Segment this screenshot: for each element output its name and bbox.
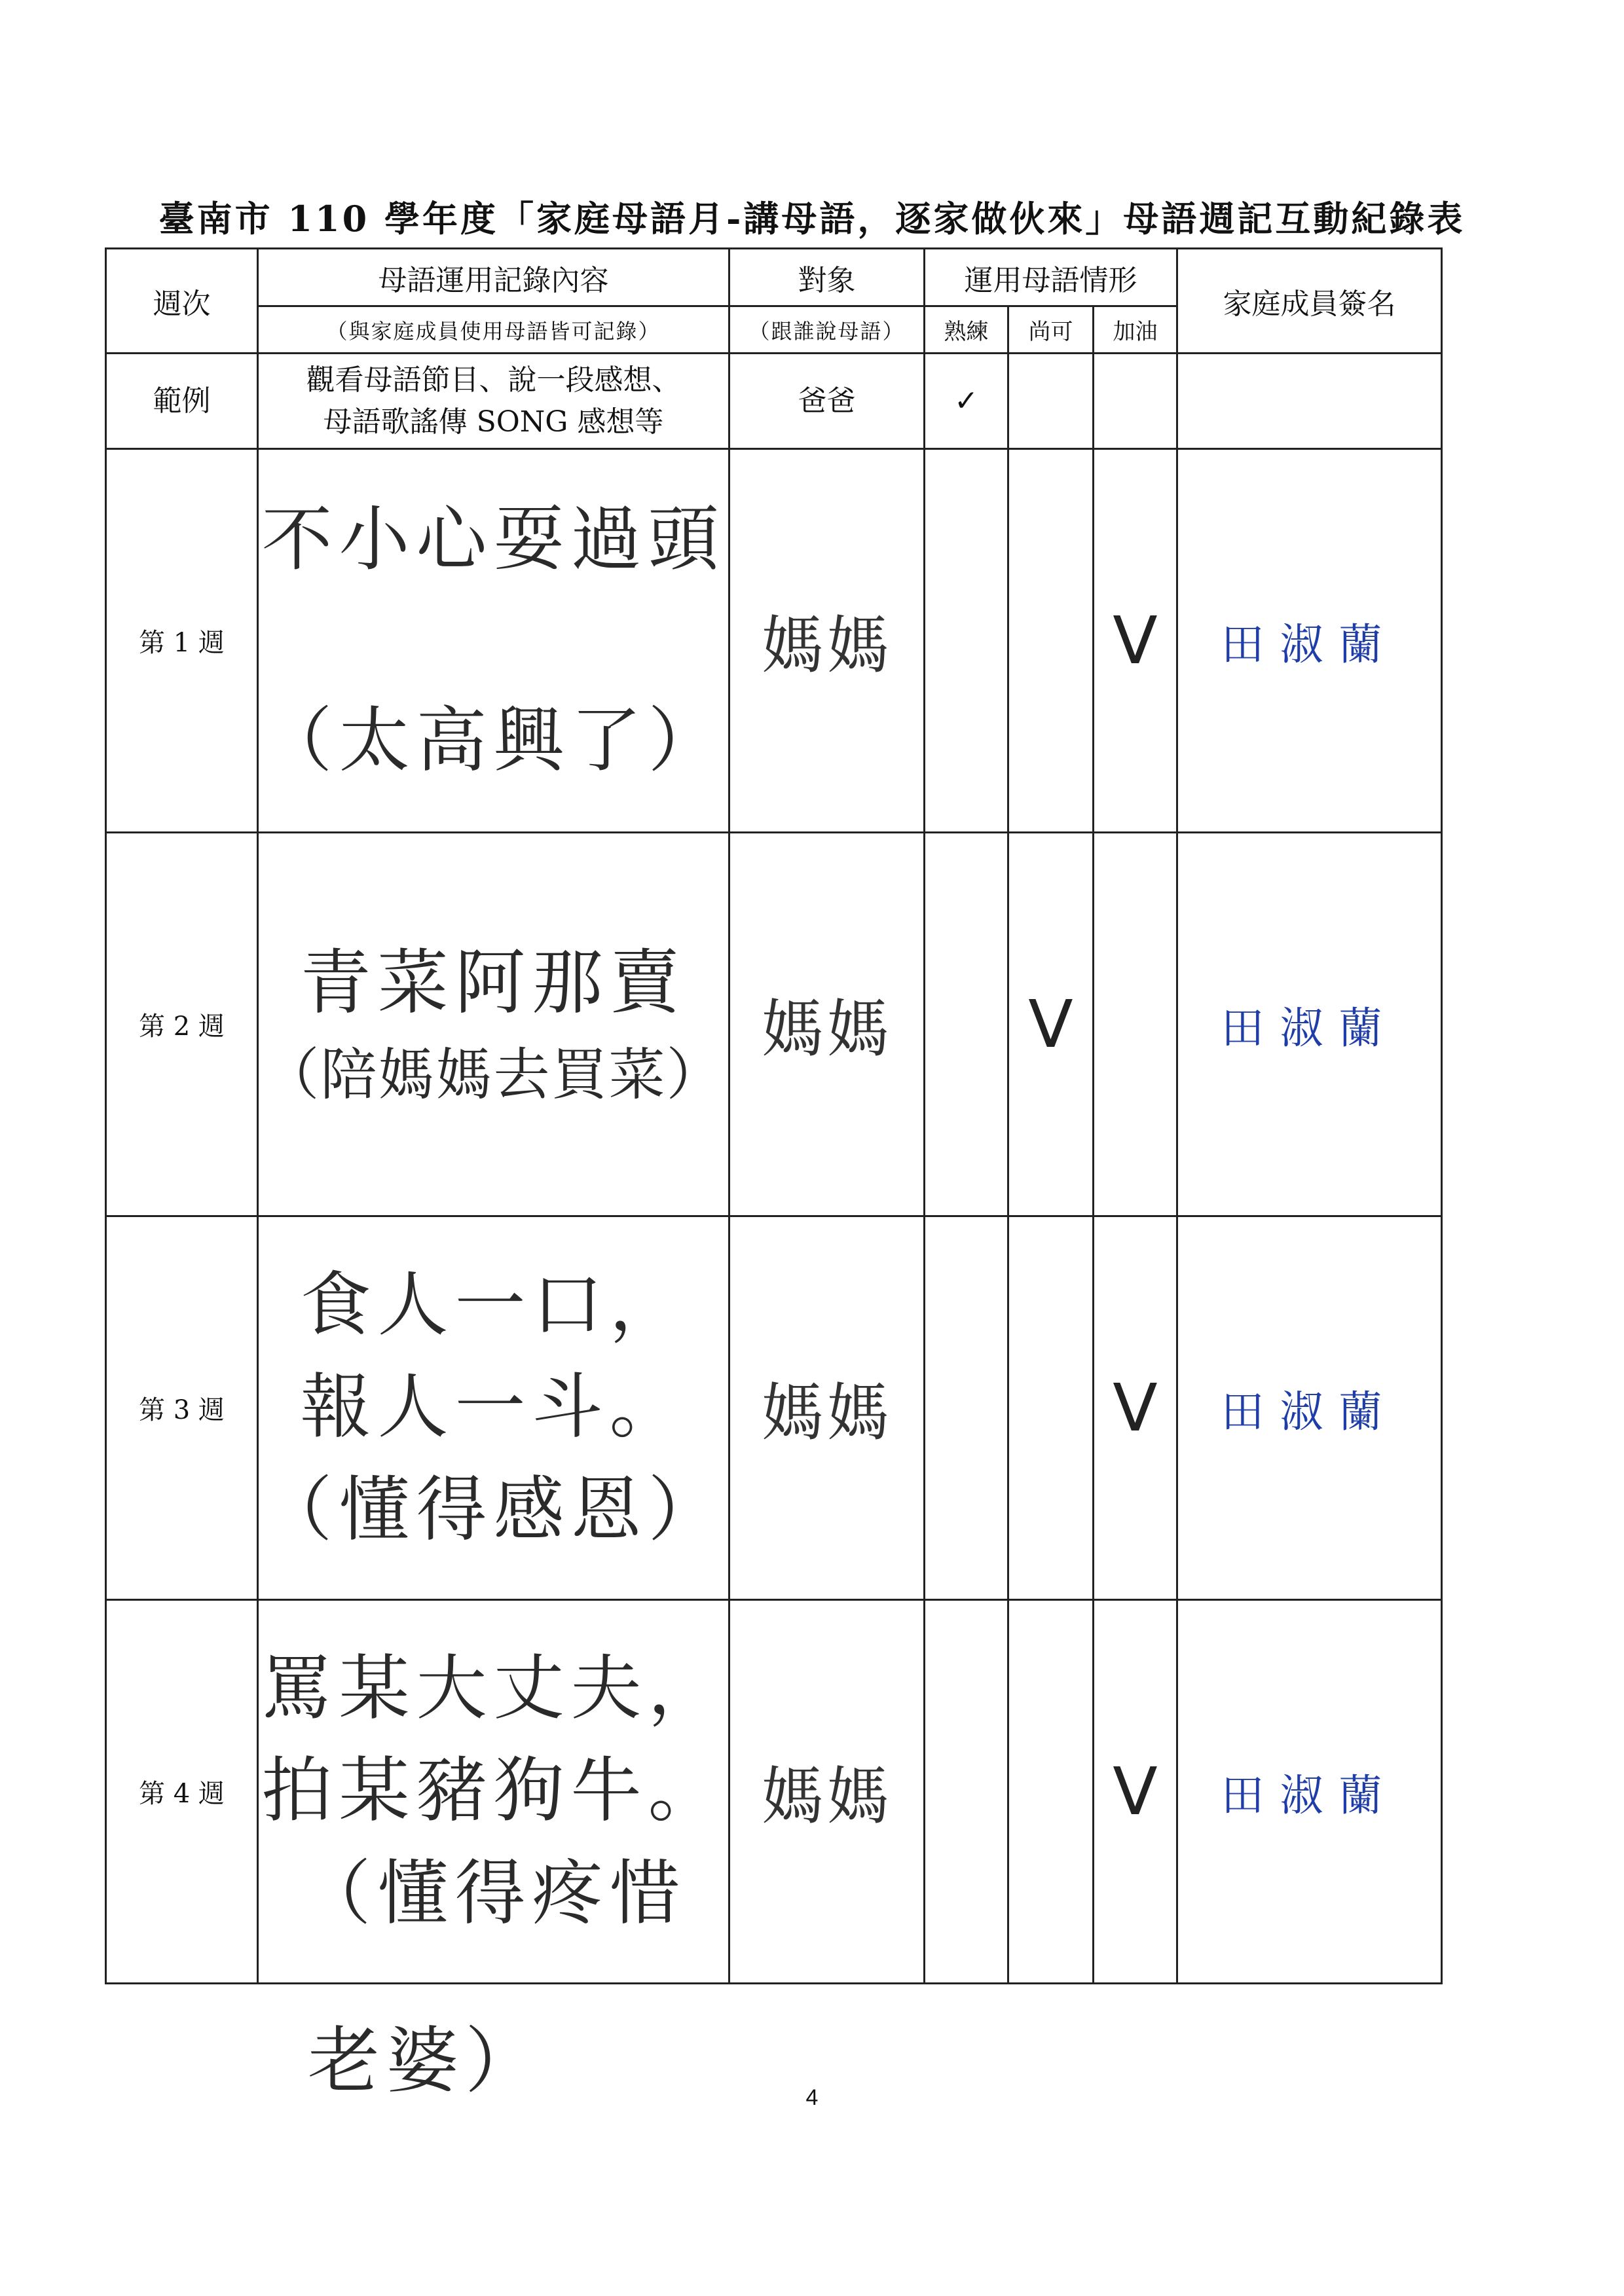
week-label: 第 4 週: [106, 1600, 258, 1984]
handwritten-line: 報人一斗。: [300, 1366, 687, 1449]
week-signature: 田淑蘭: [1177, 1216, 1442, 1600]
week-label: 第 3 週: [106, 1216, 258, 1600]
mark-cheer: V: [1094, 1216, 1177, 1600]
week-label: 第 1 週: [106, 449, 258, 833]
example-mark: ✓: [925, 354, 1008, 449]
week-label: 第 2 週: [106, 833, 258, 1216]
handwritten-line: 罵某大丈夫，: [261, 1647, 726, 1730]
handwritten-line: （懂得疼惜: [300, 1852, 687, 1935]
example-content: [258, 354, 729, 449]
handwritten-line: [259, 592, 728, 690]
week-signature: 田淑蘭: [1177, 833, 1442, 1216]
header-target-note: （跟誰說母語）: [729, 306, 925, 354]
week-row: [106, 449, 1442, 833]
week-row: [106, 833, 1442, 1216]
example-content-line: 觀看母語節目、說一段感想、: [306, 363, 681, 397]
header-level-cheer: 加油: [1094, 306, 1177, 354]
mark-cheer: V: [1094, 1600, 1177, 1984]
week-target: 媽媽: [729, 833, 925, 1216]
example-label: 範例: [106, 354, 258, 449]
example-row: [106, 354, 1442, 449]
handwritten-line: 拍某豬狗牛。: [261, 1750, 726, 1832]
page-number: 4: [805, 2085, 819, 2110]
week-signature: 田淑蘭: [1177, 1600, 1442, 1984]
mark-ok: [1008, 1216, 1094, 1600]
week-row: [106, 1600, 1442, 1984]
header-content: 母語運用記錄內容: [258, 249, 729, 306]
header-content-note: （與家庭成員使用母語皆可記錄）: [258, 306, 729, 354]
mark-cheer: V: [1094, 449, 1177, 833]
handwritten-line: （太高興了）: [261, 699, 726, 782]
record-table: [105, 247, 1443, 1984]
week-content: [258, 833, 729, 1216]
mark-cheer: [1094, 833, 1177, 1216]
handwritten-line: （懂得感恩）: [261, 1468, 726, 1551]
week-content: [258, 1216, 729, 1600]
mark-fluent: [925, 1216, 1008, 1600]
week-content: [258, 449, 729, 833]
mark-ok: [1008, 1600, 1094, 1984]
handwritten-line: 不小心耍過頭: [261, 498, 726, 581]
header-signature: 家庭成員簽名: [1177, 249, 1442, 354]
week-target: 媽媽: [729, 1216, 925, 1600]
example-target: 爸爸: [729, 354, 925, 449]
page-title: 臺南市 110 學年度「家庭母語月-講母語，逐家做伙來」母語週記互動紀錄表: [158, 198, 1466, 240]
week-signature: 田淑蘭: [1177, 449, 1442, 833]
handwritten-line: 青菜阿那賣: [300, 941, 687, 1024]
week-target: 媽媽: [729, 449, 925, 833]
week-row: [106, 1216, 1442, 1600]
mark-ok: [1008, 449, 1094, 833]
handwritten-line: （陪媽媽去買菜）: [263, 1042, 724, 1108]
week-target: 媽媽: [729, 1600, 925, 1984]
mark-fluent: [925, 1600, 1008, 1984]
example-content-line: 母語歌謠傳 SONG 感想等: [323, 405, 664, 439]
header-week: 週次: [106, 249, 258, 354]
handwritten-line: 食人一口，: [300, 1264, 687, 1346]
handwritten-overflow-text: 老婆）: [308, 2019, 544, 2103]
week-content: [258, 1600, 729, 1984]
header-target: 對象: [729, 249, 925, 306]
mark-ok: V: [1008, 833, 1094, 1216]
mark-fluent: [925, 449, 1008, 833]
header-usage: 運用母語情形: [925, 249, 1177, 306]
header-level-ok: 尚可: [1008, 306, 1094, 354]
mark-fluent: [925, 833, 1008, 1216]
header-level-fluent: 熟練: [925, 306, 1008, 354]
